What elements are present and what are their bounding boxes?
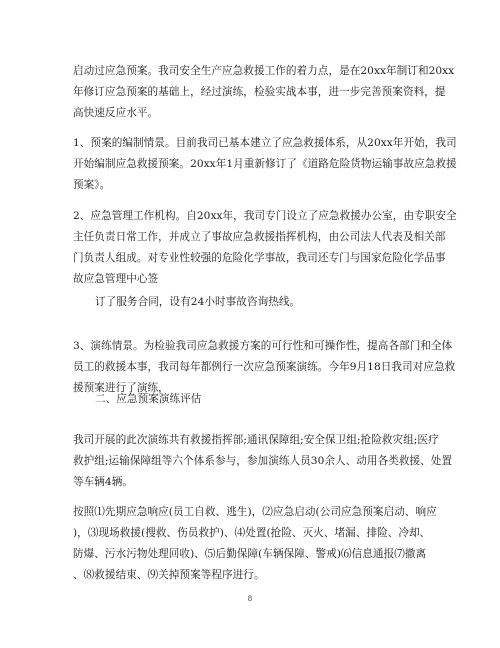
text-line: 、⑻救援结束、⑼关掉预案等程序进行。 — [73, 569, 265, 581]
text-line: 等车辆4辆。 — [73, 476, 134, 488]
paragraph-service-contract — [95, 292, 455, 313]
section-heading — [95, 389, 455, 410]
paragraph-drill-background — [73, 61, 455, 124]
text-line: 门负责人组成。对专业性较强的危险化学事故，我司还专门与国家危险化学品事 — [73, 252, 446, 264]
page-number: 8 — [247, 595, 253, 603]
paragraph-plan-preparation — [73, 133, 457, 196]
text-line: 1、预案的编制情景。目前我司已基本建立了应急救援体系，从20xx年开始，我司 — [73, 137, 457, 149]
text-line: 启动过应急预案。我司安全生产应急救援工作的着力点，是在20xx年制订和20xx — [73, 65, 455, 77]
text-line: 主任负责日常工作，并成立了事故应急救援指挥机构，由公司法人代表及相关部 — [73, 231, 446, 243]
text-line: 2、应急管理工作机构。自20xx年，我司专门设立了应急救援办公室，由专职安全 — [73, 210, 457, 222]
heading-text: 二、应急预案演练评估 — [95, 393, 202, 405]
paragraph-drill-participants — [73, 430, 453, 493]
text-line: 预案》。 — [73, 179, 111, 191]
text-line: 订了服务合同，设有24小时事故咨询热线。 — [95, 296, 301, 308]
paragraph-drill-procedure — [73, 502, 437, 586]
text-line: 3、演练情景。为检验我司应急救援方案的可行性和可操作性，提高各部门和全体 — [73, 340, 453, 352]
text-line: 救护组;运输保障组等六个体系参与，参加演练人员30余人、动用各类救援、处置 — [73, 455, 453, 467]
text-line: 年修订应急预案的基础上，经过演练，检验实战本事，进一步完善预案资料，提 — [73, 86, 446, 98]
text-line: 故应急管理中心签 — [73, 273, 159, 285]
text-line: 防爆、污水污物处理回收)、⑸后勤保障(车辆保障、警戒)⑹信息通报⑺撤离 — [73, 548, 427, 560]
text-line: 援预案进行了演练， — [73, 382, 169, 394]
text-line: )，⑶现场救援(搜救、伤员救护)、⑷处置(抢险、灭火、堵漏、排险、冷却、 — [73, 527, 431, 539]
paragraph-management-organization — [73, 206, 457, 290]
text-line: 高快速反应水平。 — [73, 107, 159, 119]
text-line: 按照⑴先期应急响应(员工自救、逃生)，⑵应急启动(公司应急预案启动、响应 — [73, 506, 437, 518]
text-line: 我司开展的此次演练共有救援指挥部;通讯保障组;安全保卫组;抢险救灾组;医疗 — [73, 434, 439, 446]
text-line: 开始编制应急救援预案。20xx年1月重新修订了《道路危险货物运输事故应急救援 — [73, 158, 457, 170]
text-line: 员工的救援本事，我司每年都例行一次应急预案演练。今年9月18日我司对应急救 — [73, 361, 456, 373]
